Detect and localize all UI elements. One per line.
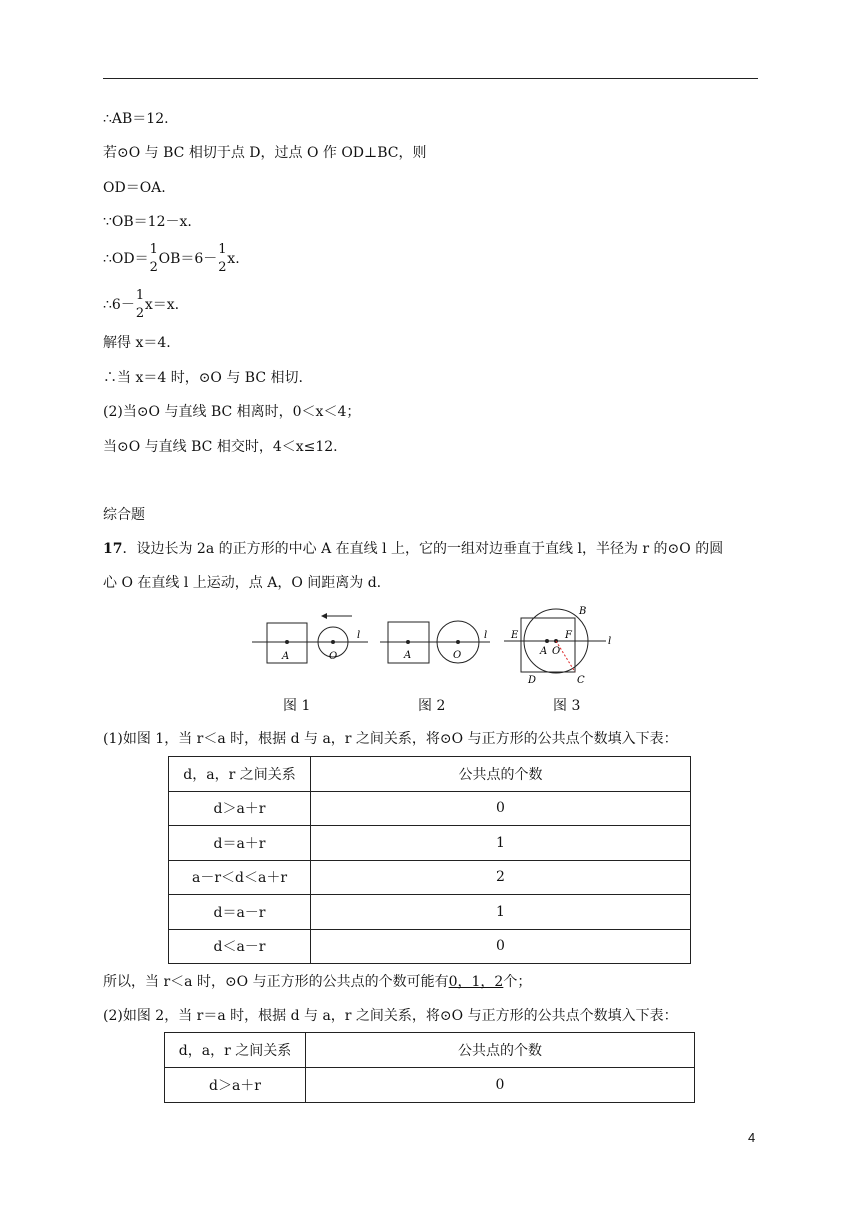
table-cell: 1 [311,895,691,930]
table-header-cell: 公共点的个数 [311,757,691,792]
text-line: 若⊙O 与 BC 相切于点 D，过点 O 作 OD⊥BC，则 [103,145,427,161]
label-f: F [565,630,572,641]
fraction [217,242,227,275]
fraction-numerator: 1 [135,288,145,303]
equation-line [103,288,180,321]
table-cell: 0 [311,929,691,964]
table-cell: d＝a＋r [169,826,311,861]
conclusion-text: 个； [503,974,532,990]
center-point-a [406,640,410,644]
table-cell: d＝a－r [169,895,311,930]
table-r-less-than-a [168,756,691,964]
header-rule [103,78,758,79]
table-row [169,929,691,964]
table-header-cell: d，a，r 之间关系 [165,1033,306,1068]
geometry-figures [248,604,618,686]
table-header-row [169,757,691,792]
section-title: 综合题 [103,507,145,523]
page-number: 4 [748,1130,756,1145]
figure-2-caption: 图 2 [418,698,446,714]
center-point-a [545,639,549,643]
table-cell: 1 [311,826,691,861]
figure-1-caption: 图 1 [283,698,311,714]
table-row [169,826,691,861]
label-c: C [577,675,585,686]
label-a: A [540,646,548,657]
table-cell: d＞a＋r [169,791,311,826]
center-point-o [331,640,335,644]
table-cell: 0 [311,791,691,826]
label-e: E [511,630,519,641]
question-17-line-2: 心 O 在直线 l 上运动，点 A，O 间距离为 d. [103,575,382,591]
table-header-row [165,1033,695,1068]
label-l: l [608,636,612,647]
table-header-cell: 公共点的个数 [306,1033,695,1068]
equation-part: ∴OD＝ [103,251,149,267]
label-o: O [329,651,338,662]
fraction-denominator: 2 [149,260,158,275]
label-l: l [484,630,488,641]
table-cell: 2 [311,860,691,895]
table-cell: d＜a－r [169,929,311,964]
label-a: A [282,651,290,662]
question-text: ．设边长为 2a 的正方形的中心 A 在直线 l 上，它的一组对边垂直于直线 l，半径为 r 的⊙O 的圆 [122,541,724,557]
answer-blank: 0，1，2 [448,974,504,990]
part-2-text: (2)如图 2，当 r＝a 时，根据 d 与 a，r 之间关系，将⊙O 与正方形的公共点个数填入下表： [103,1008,678,1024]
table-header-cell: d，a，r 之间关系 [169,757,311,792]
text-line: ∴AB＝12. [103,111,169,127]
label-a: A [404,650,412,661]
fraction-numerator: 1 [149,242,158,257]
figure-3 [504,606,611,686]
table-cell: 0 [306,1068,695,1103]
text-line: OD＝OA. [103,180,166,196]
table-row [169,791,691,826]
equation-part: x. [227,251,240,267]
part-1-text: (1)如图 1，当 r＜a 时，根据 d 与 a，r 之间关系，将⊙O 与正方形的公共点个数填入下表： [103,731,678,747]
text-line: 当⊙O 与直线 BC 相交时，4＜x≤12. [103,439,338,455]
table-row [165,1068,695,1103]
fraction [149,242,159,275]
fraction-denominator: 2 [218,260,227,275]
label-o: O [453,650,462,661]
fraction [135,288,145,321]
text-line: ∴当 x＝4 时，⊙O 与 BC 相切. [103,370,303,386]
label-o: O [552,646,561,657]
question-number: 17 [103,541,123,557]
fraction-denominator: 2 [135,306,145,321]
table-cell: d＞a＋r [165,1068,306,1103]
text-line: (2)当⊙O 与直线 BC 相离时，0＜x＜4； [103,404,361,420]
equation-part: x＝x. [144,297,180,313]
center-point-o [456,640,460,644]
text-line: ∵OB＝12－x. [103,214,192,230]
table-cell: a－r＜d＜a＋r [169,860,311,895]
figure-3-caption: 图 3 [553,698,581,714]
figure-1 [252,613,368,663]
conclusion-line [103,972,531,992]
table-r-equals-a [164,1032,695,1103]
center-point-a [285,640,289,644]
table-row [169,860,691,895]
question-17-line-1 [103,539,723,559]
arrow-head-icon [321,613,327,619]
fraction-numerator: 1 [218,242,227,257]
label-d: D [528,675,537,686]
label-b: B [579,606,587,617]
equation-part: OB＝6－ [158,251,218,267]
square [521,618,575,672]
equation-line [103,242,240,275]
table-row [169,895,691,930]
label-l: l [357,630,361,641]
conclusion-text: 所以，当 r＜a 时，⊙O 与正方形的公共点的个数可能有 [103,974,449,990]
figure-2 [380,621,490,663]
text-line: 解得 x＝4. [103,335,171,351]
equation-part: ∴6－ [103,297,135,313]
